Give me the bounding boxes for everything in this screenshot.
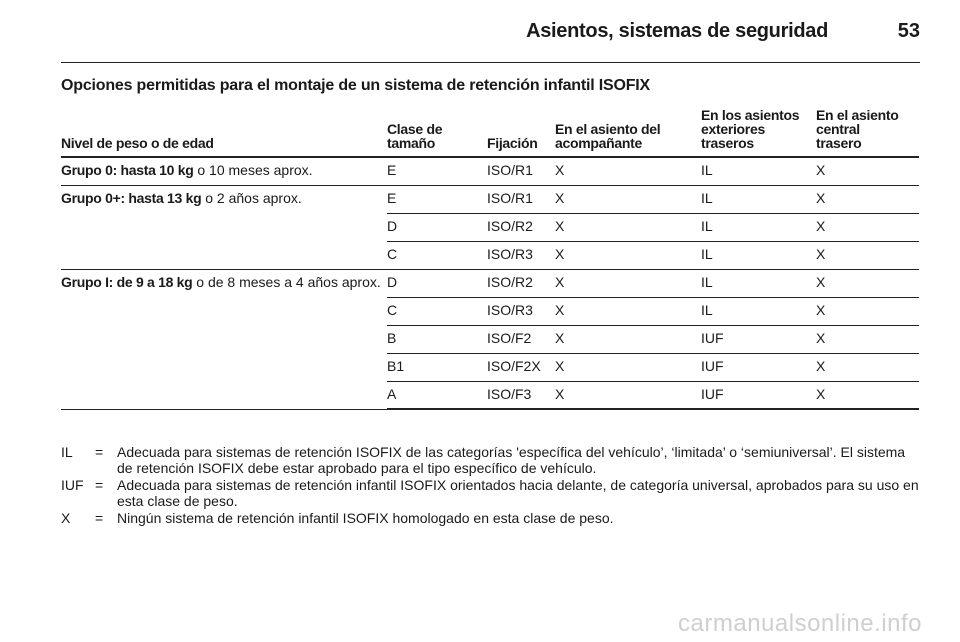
column-header-outer-rear-seats: En los asientos exteriores traseros <box>701 108 816 157</box>
weight-group-cell <box>61 157 387 185</box>
size-class-cell: E <box>387 185 487 213</box>
weight-group-age: o 10 meses aprox. <box>193 162 313 178</box>
passenger-seat-cell: X <box>555 241 701 269</box>
fixation-cell: ISO/R3 <box>487 297 555 325</box>
center-rear-seat-cell: X <box>816 353 919 381</box>
page-number: 53 <box>897 20 920 42</box>
section-title: Opciones permitidas para el montaje de un sistema de retención infantil ISOFIX <box>61 77 650 94</box>
fixation-cell: ISO/R3 <box>487 241 555 269</box>
weight-group-label: Grupo I: de 9 a 18 kg <box>61 273 193 290</box>
table-row <box>61 269 919 297</box>
legend-key: IL <box>61 444 73 460</box>
fixation-cell: ISO/R1 <box>487 157 555 185</box>
table-header-row <box>61 108 919 157</box>
fixation-cell: ISO/R1 <box>487 185 555 213</box>
size-class-cell: B <box>387 325 487 353</box>
legend-equals: = <box>95 477 104 493</box>
passenger-seat-cell: X <box>555 269 701 297</box>
legend-text: Adecuada para sistemas de retención infantil ISOFIX orientados hacia delante, de categoría universal, aprobados para su uso en esta clase de peso. <box>117 477 919 509</box>
passenger-seat-cell: X <box>555 213 701 241</box>
weight-group-label: Grupo 0+: hasta 13 kg <box>61 189 202 206</box>
fixation-cell: ISO/F2 <box>487 325 555 353</box>
table-body <box>61 157 919 409</box>
column-header-fixation: Fijación <box>487 108 555 157</box>
header-divider <box>61 62 920 63</box>
outer-rear-seat-cell: IL <box>701 157 816 185</box>
legend-equals: = <box>95 510 104 526</box>
center-rear-seat-cell: X <box>816 241 919 269</box>
center-rear-seat-cell: X <box>816 213 919 241</box>
size-class-cell: B1 <box>387 353 487 381</box>
passenger-seat-cell: X <box>555 297 701 325</box>
fixation-cell: ISO/F2X <box>487 353 555 381</box>
fixation-cell: ISO/F3 <box>487 381 555 409</box>
weight-group-label: Grupo 0: hasta 10 kg <box>61 162 194 178</box>
size-class-cell: C <box>387 241 487 269</box>
legend <box>61 444 921 527</box>
column-header-size-class: Clase de tamaño <box>387 108 487 157</box>
legend-text: Adecuada para sistemas de retención ISOFIX de las categorías 'específica del vehículo’, ‘limitada’ o ‘semiuniversal’. El sistema de retención ISOFIX debe estar aprobado para el tipo específico de vehículo. <box>117 444 906 476</box>
watermark: carmanualsonline.info <box>678 610 922 637</box>
legend-text: Ningún sistema de retención infantil ISOFIX homologado en esta clase de peso. <box>117 510 614 526</box>
column-header-weight: Nivel de peso o de edad <box>61 108 387 157</box>
center-rear-seat-cell: X <box>816 325 919 353</box>
size-class-cell: E <box>387 157 487 185</box>
weight-group-age: o 2 años aprox. <box>201 189 302 206</box>
legend-key: IUF <box>61 477 84 493</box>
passenger-seat-cell: X <box>555 381 701 409</box>
outer-rear-seat-cell: IL <box>701 241 816 269</box>
weight-group-cell <box>61 269 387 409</box>
table-row <box>61 185 919 213</box>
outer-rear-seat-cell: IUF <box>701 325 816 353</box>
column-header-passenger-seat: En el asiento del acompañante <box>555 108 701 157</box>
size-class-cell: D <box>387 213 487 241</box>
legend-item <box>61 510 921 526</box>
center-rear-seat-cell: X <box>816 381 919 409</box>
fixation-cell: ISO/R2 <box>487 213 555 241</box>
column-header-center-rear-seat: En el asiento central trasero <box>816 108 919 157</box>
weight-group-cell <box>61 185 387 269</box>
outer-rear-seat-cell: IL <box>701 297 816 325</box>
legend-key: X <box>61 510 71 526</box>
outer-rear-seat-cell: IL <box>701 185 816 213</box>
passenger-seat-cell: X <box>555 157 701 185</box>
fixation-cell: ISO/R2 <box>487 269 555 297</box>
size-class-cell: A <box>387 381 487 409</box>
center-rear-seat-cell: X <box>816 269 919 297</box>
passenger-seat-cell: X <box>555 185 701 213</box>
center-rear-seat-cell: X <box>816 297 919 325</box>
outer-rear-seat-cell: IUF <box>701 381 816 409</box>
center-rear-seat-cell: X <box>816 185 919 213</box>
weight-group-age: o de 8 meses a 4 años aprox. <box>192 273 381 290</box>
outer-rear-seat-cell: IL <box>701 213 816 241</box>
center-rear-seat-cell: X <box>816 157 919 185</box>
legend-item <box>61 477 921 509</box>
table-row <box>61 157 919 185</box>
size-class-cell: D <box>387 269 487 297</box>
outer-rear-seat-cell: IUF <box>701 353 816 381</box>
legend-item <box>61 444 921 476</box>
isofix-table <box>61 108 919 410</box>
legend-equals: = <box>95 444 104 460</box>
passenger-seat-cell: X <box>555 353 701 381</box>
passenger-seat-cell: X <box>555 325 701 353</box>
header-title: Asientos, sistemas de seguridad <box>526 20 828 42</box>
size-class-cell: C <box>387 297 487 325</box>
outer-rear-seat-cell: IL <box>701 269 816 297</box>
